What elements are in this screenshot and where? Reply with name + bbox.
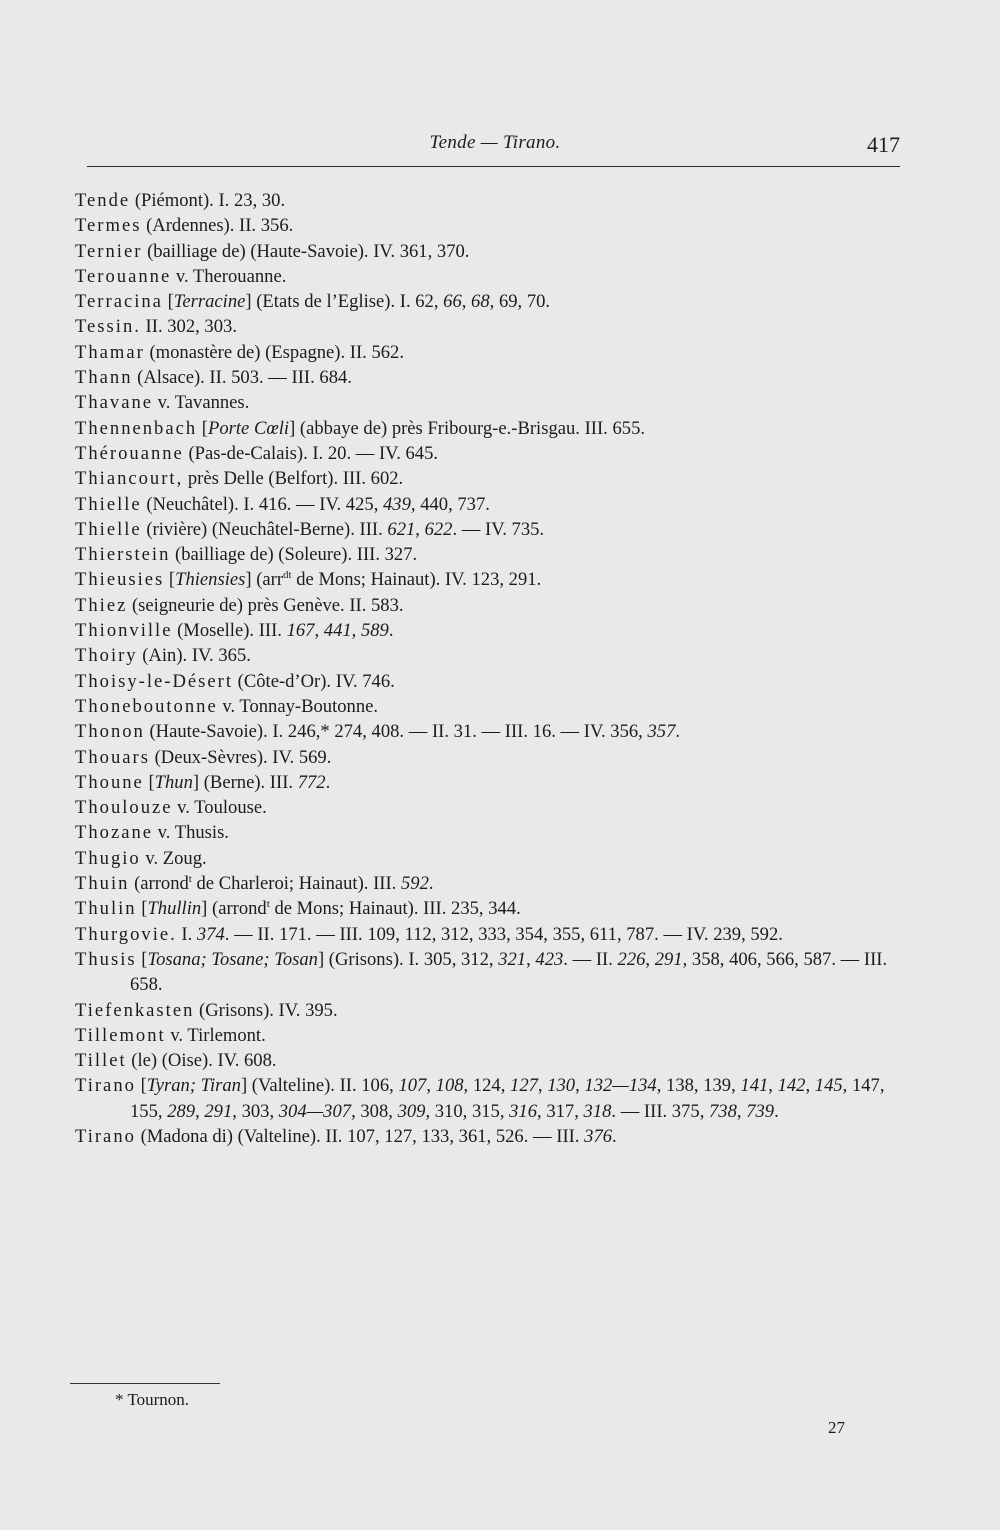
entry-headword: Thoneboutonne <box>75 695 218 717</box>
entry-text: , <box>575 1075 585 1097</box>
entry-text: . <box>325 771 331 793</box>
entry-headword: Termes <box>75 215 142 237</box>
index-entry <box>75 264 905 289</box>
italic-text: 374 <box>196 923 225 945</box>
italic-text: Tosana; Tosane; Tosan <box>147 948 318 970</box>
index-entry <box>75 567 905 592</box>
entry-text: v. Tavannes. <box>153 392 250 414</box>
entry-text: . — III. 375, <box>611 1100 709 1122</box>
entry-text: (Ardennes). II. 356. <box>141 215 294 237</box>
italic-text: 291 <box>204 1100 233 1122</box>
italic-text: 423 <box>535 948 564 970</box>
italic-text: 589 <box>360 620 389 642</box>
italic-text: Porte Cœli <box>208 417 290 439</box>
index-entry <box>75 517 905 542</box>
index-entry <box>75 998 905 1023</box>
entry-text: , 310, 315, <box>425 1100 510 1122</box>
entry-text: près Delle (Belfort). III. 602. <box>183 468 404 490</box>
entry-text: (arrond <box>129 873 189 895</box>
italic-text: 167 <box>286 620 315 642</box>
italic-text: 592 <box>400 873 429 895</box>
entry-text: II. 302, 303. <box>140 316 237 338</box>
entry-text: , 147, 155, <box>130 1075 890 1122</box>
superscript: t <box>188 873 192 886</box>
italic-text: 309 <box>397 1100 426 1122</box>
entry-text: . — II. <box>563 948 618 970</box>
entry-headword: Tende <box>75 190 131 211</box>
italic-text: 439 <box>383 493 411 515</box>
entry-text: [ <box>197 417 208 439</box>
index-entry <box>75 1073 905 1124</box>
index-entry <box>75 542 905 567</box>
entry-text: v. Toulouse. <box>172 797 267 819</box>
italic-text: 108 <box>435 1075 464 1097</box>
entry-text: [ <box>143 771 155 793</box>
entry-text: . — IV. 735. <box>452 518 545 540</box>
index-entry <box>75 1023 905 1048</box>
entry-text: (Deux-Sèvres). IV. 569. <box>149 746 332 768</box>
italic-text: 357 <box>647 721 676 743</box>
entry-headword: Thérouanne <box>75 442 184 464</box>
index-entries <box>75 188 905 1149</box>
footnote-rule <box>70 1383 220 1384</box>
entry-text: . <box>612 1125 617 1147</box>
italic-text: 107 <box>398 1075 427 1097</box>
index-entry <box>75 1048 905 1073</box>
italic-text: 441 <box>323 620 352 642</box>
entry-text: (bailliage de) (Soleure). III. 327. <box>170 544 418 566</box>
index-entry <box>75 466 905 491</box>
index-entry <box>75 820 905 845</box>
index-entry <box>75 492 905 517</box>
index-entry <box>75 441 905 466</box>
entry-text: ] (abbaye de) près Fribourg-e.-Brisgau. III. 655. <box>289 417 646 439</box>
entry-headword: Thonon <box>75 721 145 743</box>
entry-text: ] (Valteline). II. 106, <box>240 1075 399 1097</box>
italic-text: 304—307 <box>278 1100 352 1122</box>
entry-text: , <box>461 291 472 313</box>
italic-text: Thullin <box>147 898 202 920</box>
italic-text: 66 <box>443 291 462 313</box>
signature-mark: 27 <box>828 1418 845 1437</box>
entry-headword: Thennenbach <box>75 417 198 439</box>
entry-text: ] (Etats de l’Eglise). I. 62, <box>245 291 444 313</box>
entry-text: , <box>314 620 324 642</box>
entry-text: , <box>537 1075 548 1097</box>
index-entry <box>75 618 905 643</box>
entry-text: [ <box>135 1075 147 1097</box>
entry-text: (Madona di) (Valteline). II. 107, 127, 133, 361, 526. — III. <box>135 1125 585 1147</box>
entry-headword: Thionville <box>75 620 173 642</box>
index-entry <box>75 922 905 947</box>
entry-headword: Thoune <box>75 771 144 793</box>
entry-text: ] (Grisons). I. 305, 312, <box>317 948 499 970</box>
entry-text: v. Therouanne. <box>171 265 287 287</box>
entry-headword: Thielle <box>75 518 142 540</box>
entry-text: (le) (Oise). IV. 608. <box>126 1050 277 1072</box>
entry-text: (monastère de) (Espagne). II. 562. <box>144 341 405 363</box>
index-entry <box>75 795 905 820</box>
entry-text: , <box>351 620 361 642</box>
index-entry <box>75 896 905 921</box>
entry-headword: Thieusies <box>75 569 165 591</box>
entry-headword: Thouars <box>75 746 150 768</box>
entry-text: , 303, <box>232 1100 279 1122</box>
entry-text: . <box>388 620 394 642</box>
italic-text: 318 <box>583 1100 612 1122</box>
index-entry <box>75 770 905 795</box>
entry-text: [ <box>162 291 174 313</box>
entry-text: v. Tonnay-Boutonne. <box>217 695 379 717</box>
entry-headword: Thamar <box>75 341 145 363</box>
entry-text: , <box>526 948 536 970</box>
index-entry <box>75 390 905 415</box>
index-entry <box>75 719 905 744</box>
italic-text: 376 <box>584 1125 613 1147</box>
entry-text: , 124, <box>463 1075 511 1097</box>
italic-text: 289 <box>167 1100 196 1122</box>
index-entry <box>75 239 905 264</box>
entry-text: v. Tirlemont. <box>165 1024 266 1046</box>
entry-text: , 138, 139, <box>656 1075 741 1097</box>
entry-text: de Charleroi; Hainaut). III. <box>191 873 401 895</box>
entry-headword: Tirano <box>75 1125 136 1147</box>
italic-text: 142 <box>777 1075 806 1097</box>
italic-text: 321 <box>498 948 527 970</box>
italic-text: 130 <box>547 1075 576 1097</box>
header-rule <box>87 166 900 167</box>
index-entry <box>75 947 905 998</box>
entry-text: , 308, <box>351 1100 398 1122</box>
entry-text: , <box>768 1075 778 1097</box>
entry-headword: Thiez <box>75 594 128 616</box>
italic-text: 145 <box>814 1075 843 1097</box>
italic-text: Thiensies <box>175 569 246 591</box>
index-entry <box>75 694 905 719</box>
entry-headword: Thann <box>75 367 133 389</box>
entry-headword: Thulin <box>75 898 137 920</box>
index-entry <box>75 593 905 618</box>
entry-text: ] (Berne). III. <box>192 771 298 793</box>
index-entry <box>75 871 905 896</box>
entry-text: , <box>426 1075 436 1097</box>
italic-text: 621 <box>387 518 416 540</box>
italic-text: 622 <box>424 518 453 540</box>
entry-text: , <box>195 1100 205 1122</box>
entry-headword: Thierstein <box>75 544 171 566</box>
italic-text: Thun <box>154 771 193 793</box>
italic-text: 738 <box>709 1100 737 1122</box>
entry-text: [ <box>136 898 148 920</box>
italic-text: 316 <box>509 1100 538 1122</box>
footnote: * Tournon. <box>115 1390 190 1409</box>
entry-text: (Ain). IV. 365. <box>137 645 251 667</box>
entry-headword: Tiefenkasten <box>75 999 195 1021</box>
entry-text: . <box>428 873 434 895</box>
index-entry <box>75 365 905 390</box>
entry-text: , 69, 70. <box>489 291 551 313</box>
index-entry <box>75 289 905 314</box>
entry-text: (Haute-Savoie). I. 246,* 274, 408. — II. 31. — III. 16. — IV. 356, <box>144 721 648 743</box>
entry-text: (rivière) (Neuchâtel-Berne). III. <box>141 518 388 540</box>
entry-text: (Alsace). II. 503. — III. 684. <box>132 367 352 389</box>
italic-text: 132—134 <box>584 1075 657 1097</box>
entry-headword: Thoiry <box>75 645 138 667</box>
entry-text: de Mons; Hainaut). III. 235, 344. <box>269 898 521 920</box>
entry-text: (Neuchâtel). I. 416. — IV. 425, <box>141 493 383 515</box>
entry-text: [ <box>136 948 148 970</box>
entry-text: ] (arr <box>245 569 284 591</box>
entry-headword: Thavane <box>75 392 154 414</box>
entry-text: (Côte-d’Or). IV. 746. <box>232 670 395 692</box>
index-entry <box>75 416 905 441</box>
index-entry <box>75 846 905 871</box>
italic-text: 141 <box>740 1075 769 1097</box>
entry-headword: Thugio <box>75 847 141 869</box>
index-entry <box>75 314 905 339</box>
italic-text: Tyran; Tiran <box>146 1075 241 1097</box>
italic-text: 226 <box>617 948 646 970</box>
italic-text: Terracine <box>173 291 246 313</box>
entry-text: v. Zoug. <box>140 847 207 869</box>
entry-text: . <box>774 1100 779 1122</box>
entry-text: (Grisons). IV. 395. <box>194 999 338 1021</box>
entry-headword: Thoisy-le-Désert <box>75 670 233 692</box>
entry-text: . — II. 171. — III. 109, 112, 312, 333, 354, 355, 611, 787. — IV. 239, 592. <box>224 923 783 945</box>
index-entry <box>75 1124 905 1149</box>
entry-text: (Pas-de-Calais). I. 20. — IV. 645. <box>183 442 439 464</box>
entry-headword: Tillet <box>75 1050 127 1072</box>
superscript: t <box>266 898 270 911</box>
index-entry <box>75 745 905 770</box>
index-entry <box>75 669 905 694</box>
entry-headword: Thiancourt, <box>75 468 184 490</box>
entry-headword: Terracina <box>75 291 163 313</box>
index-entry <box>75 213 905 238</box>
entry-text: . <box>675 721 681 743</box>
entry-headword: Thielle <box>75 493 142 515</box>
entry-text: , 440, 737. <box>410 493 490 515</box>
entry-headword: Tillemont <box>75 1024 166 1046</box>
entry-text: (seigneurie de) près Genève. II. 583. <box>127 594 404 616</box>
italic-text: 127 <box>510 1075 538 1097</box>
index-entry <box>75 643 905 668</box>
entry-headword: Tessin. <box>75 316 141 338</box>
entry-text: v. Thusis. <box>153 822 229 844</box>
entry-text: [ <box>164 569 176 591</box>
page-number: 417 <box>867 132 900 157</box>
entry-headword: Ternier <box>75 240 143 262</box>
running-header-title: Tende — Tirano. <box>429 132 561 153</box>
italic-text: 739 <box>746 1100 775 1122</box>
entry-text: , 317, <box>537 1100 584 1122</box>
index-entry <box>75 340 905 365</box>
entry-text: , <box>645 948 655 970</box>
superscript: dt <box>283 569 292 582</box>
entry-text: (Piémont). I. 23, 30. <box>130 190 286 211</box>
entry-headword: Thuin <box>75 873 130 895</box>
entry-text: de Mons; Hainaut). IV. 123, 291. <box>291 569 542 591</box>
entry-headword: Thurgovie. <box>75 923 177 945</box>
italic-text: 291 <box>654 948 683 970</box>
entry-text: ] (arrond <box>201 898 267 920</box>
entry-headword: Terouanne <box>75 265 172 287</box>
entry-text: , 358, 406, 566, 587. — III. 658. <box>130 948 892 996</box>
entry-headword: Thozane <box>75 822 154 844</box>
italic-text: 772 <box>297 771 326 793</box>
entry-text: , <box>415 518 425 540</box>
entry-text: , <box>736 1100 747 1122</box>
entry-headword: Thusis <box>75 948 137 970</box>
index-entry <box>75 188 905 213</box>
entry-text: I. <box>176 923 197 945</box>
entry-headword: Thoulouze <box>75 797 173 819</box>
entry-text: , <box>805 1075 815 1097</box>
italic-text: 68 <box>471 291 490 313</box>
entry-headword: Tirano <box>75 1075 136 1097</box>
entry-text: (bailliage de) (Haute-Savoie). IV. 361, 370. <box>142 240 470 262</box>
entry-text: (Moselle). III. <box>172 620 287 642</box>
